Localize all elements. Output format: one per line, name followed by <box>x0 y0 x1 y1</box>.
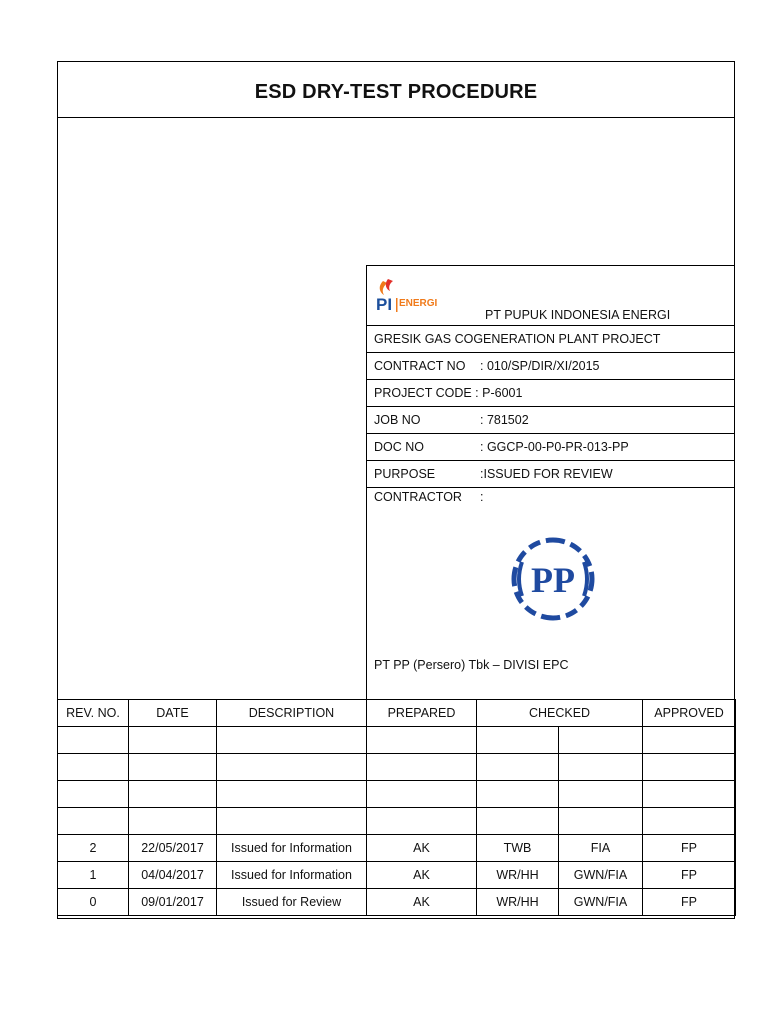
cell-rev <box>58 781 129 808</box>
cell-date: 04/04/2017 <box>129 862 217 889</box>
pp-logo-icon <box>508 534 598 624</box>
cell-checked-2: FIA <box>559 835 643 862</box>
cell-checked-2: GWN/FIA <box>559 889 643 916</box>
cell-approved <box>643 727 736 754</box>
cell-date: 22/05/2017 <box>129 835 217 862</box>
project-code: PROJECT CODE : P-6001 <box>374 386 523 400</box>
cell-prepared <box>367 754 477 781</box>
cell-checked-2: GWN/FIA <box>559 862 643 889</box>
purpose-label: PURPOSE <box>374 467 436 481</box>
cell-prepared <box>367 808 477 835</box>
revision-table <box>57 699 736 916</box>
cell-rev <box>58 808 129 835</box>
job-value: : 781502 <box>480 413 529 427</box>
contractor-label: CONTRACTOR <box>374 490 462 504</box>
title-block <box>57 61 735 118</box>
table-row <box>58 727 736 754</box>
cell-checked-2 <box>559 727 643 754</box>
cell-description <box>217 727 367 754</box>
cell-date <box>129 754 217 781</box>
cell-description <box>217 808 367 835</box>
cell-approved <box>643 781 736 808</box>
table-row <box>58 835 736 862</box>
doc-label: DOC NO <box>374 440 424 454</box>
cell-date <box>129 727 217 754</box>
cell-checked-2 <box>559 754 643 781</box>
table-row <box>58 808 736 835</box>
cell-checked-1 <box>477 754 559 781</box>
doc-value: : GGCP-00-P0-PR-013-PP <box>480 440 629 454</box>
cell-rev: 2 <box>58 835 129 862</box>
table-row <box>58 754 736 781</box>
cell-prepared: AK <box>367 862 477 889</box>
table-row <box>58 889 736 916</box>
contractor-name: PT PP (Persero) Tbk – DIVISI EPC <box>374 658 569 672</box>
cell-checked-1 <box>477 808 559 835</box>
table-row <box>58 862 736 889</box>
project-name: GRESIK GAS COGENERATION PLANT PROJECT <box>374 332 661 346</box>
cell-date <box>129 781 217 808</box>
cell-date <box>129 808 217 835</box>
cell-prepared: AK <box>367 835 477 862</box>
cell-approved: FP <box>643 889 736 916</box>
document-title: ESD DRY-TEST PROCEDURE <box>254 81 538 103</box>
cell-rev <box>58 754 129 781</box>
contract-label: CONTRACT NO <box>374 359 466 373</box>
cell-prepared: AK <box>367 889 477 916</box>
purpose-value: :ISSUED FOR REVIEW <box>480 467 613 481</box>
cell-description <box>217 781 367 808</box>
cell-approved: FP <box>643 835 736 862</box>
cell-approved <box>643 754 736 781</box>
header-rev-no: REV. NO. <box>58 700 129 727</box>
cell-rev: 0 <box>58 889 129 916</box>
table-row <box>58 781 736 808</box>
header-checked: CHECKED <box>477 700 643 727</box>
pi-energi-logo-icon <box>374 277 454 317</box>
cell-checked-1: WR/HH <box>477 889 559 916</box>
header-description: DESCRIPTION <box>217 700 367 727</box>
header-date: DATE <box>129 700 217 727</box>
cell-approved: FP <box>643 862 736 889</box>
contractor-value: : <box>480 490 484 504</box>
job-label: JOB NO <box>374 413 421 427</box>
cell-description: Issued for Review <box>217 889 367 916</box>
pi-energi-logo-text: ENERGI <box>399 298 438 309</box>
project-info-box <box>366 265 735 699</box>
cell-rev <box>58 727 129 754</box>
cell-prepared <box>367 781 477 808</box>
cell-checked-1: TWB <box>477 835 559 862</box>
cell-approved <box>643 808 736 835</box>
cell-checked-1 <box>477 781 559 808</box>
header-approved: APPROVED <box>643 700 736 727</box>
cell-checked-2 <box>559 781 643 808</box>
svg-text:PI: PI <box>376 295 393 314</box>
cell-checked-1 <box>477 727 559 754</box>
header-prepared: PREPARED <box>367 700 477 727</box>
cell-checked-2 <box>559 808 643 835</box>
cell-prepared <box>367 727 477 754</box>
pp-logo-text: PP <box>531 560 575 600</box>
revision-table-header <box>58 700 736 727</box>
cell-description <box>217 754 367 781</box>
cell-checked-1: WR/HH <box>477 862 559 889</box>
cell-description: Issued for Information <box>217 835 367 862</box>
cell-date: 09/01/2017 <box>129 889 217 916</box>
cell-rev: 1 <box>58 862 129 889</box>
contract-value: : 010/SP/DIR/XI/2015 <box>480 359 600 373</box>
owner-name: PT PUPUK INDONESIA ENERGI <box>485 308 671 322</box>
cell-description: Issued for Information <box>217 862 367 889</box>
